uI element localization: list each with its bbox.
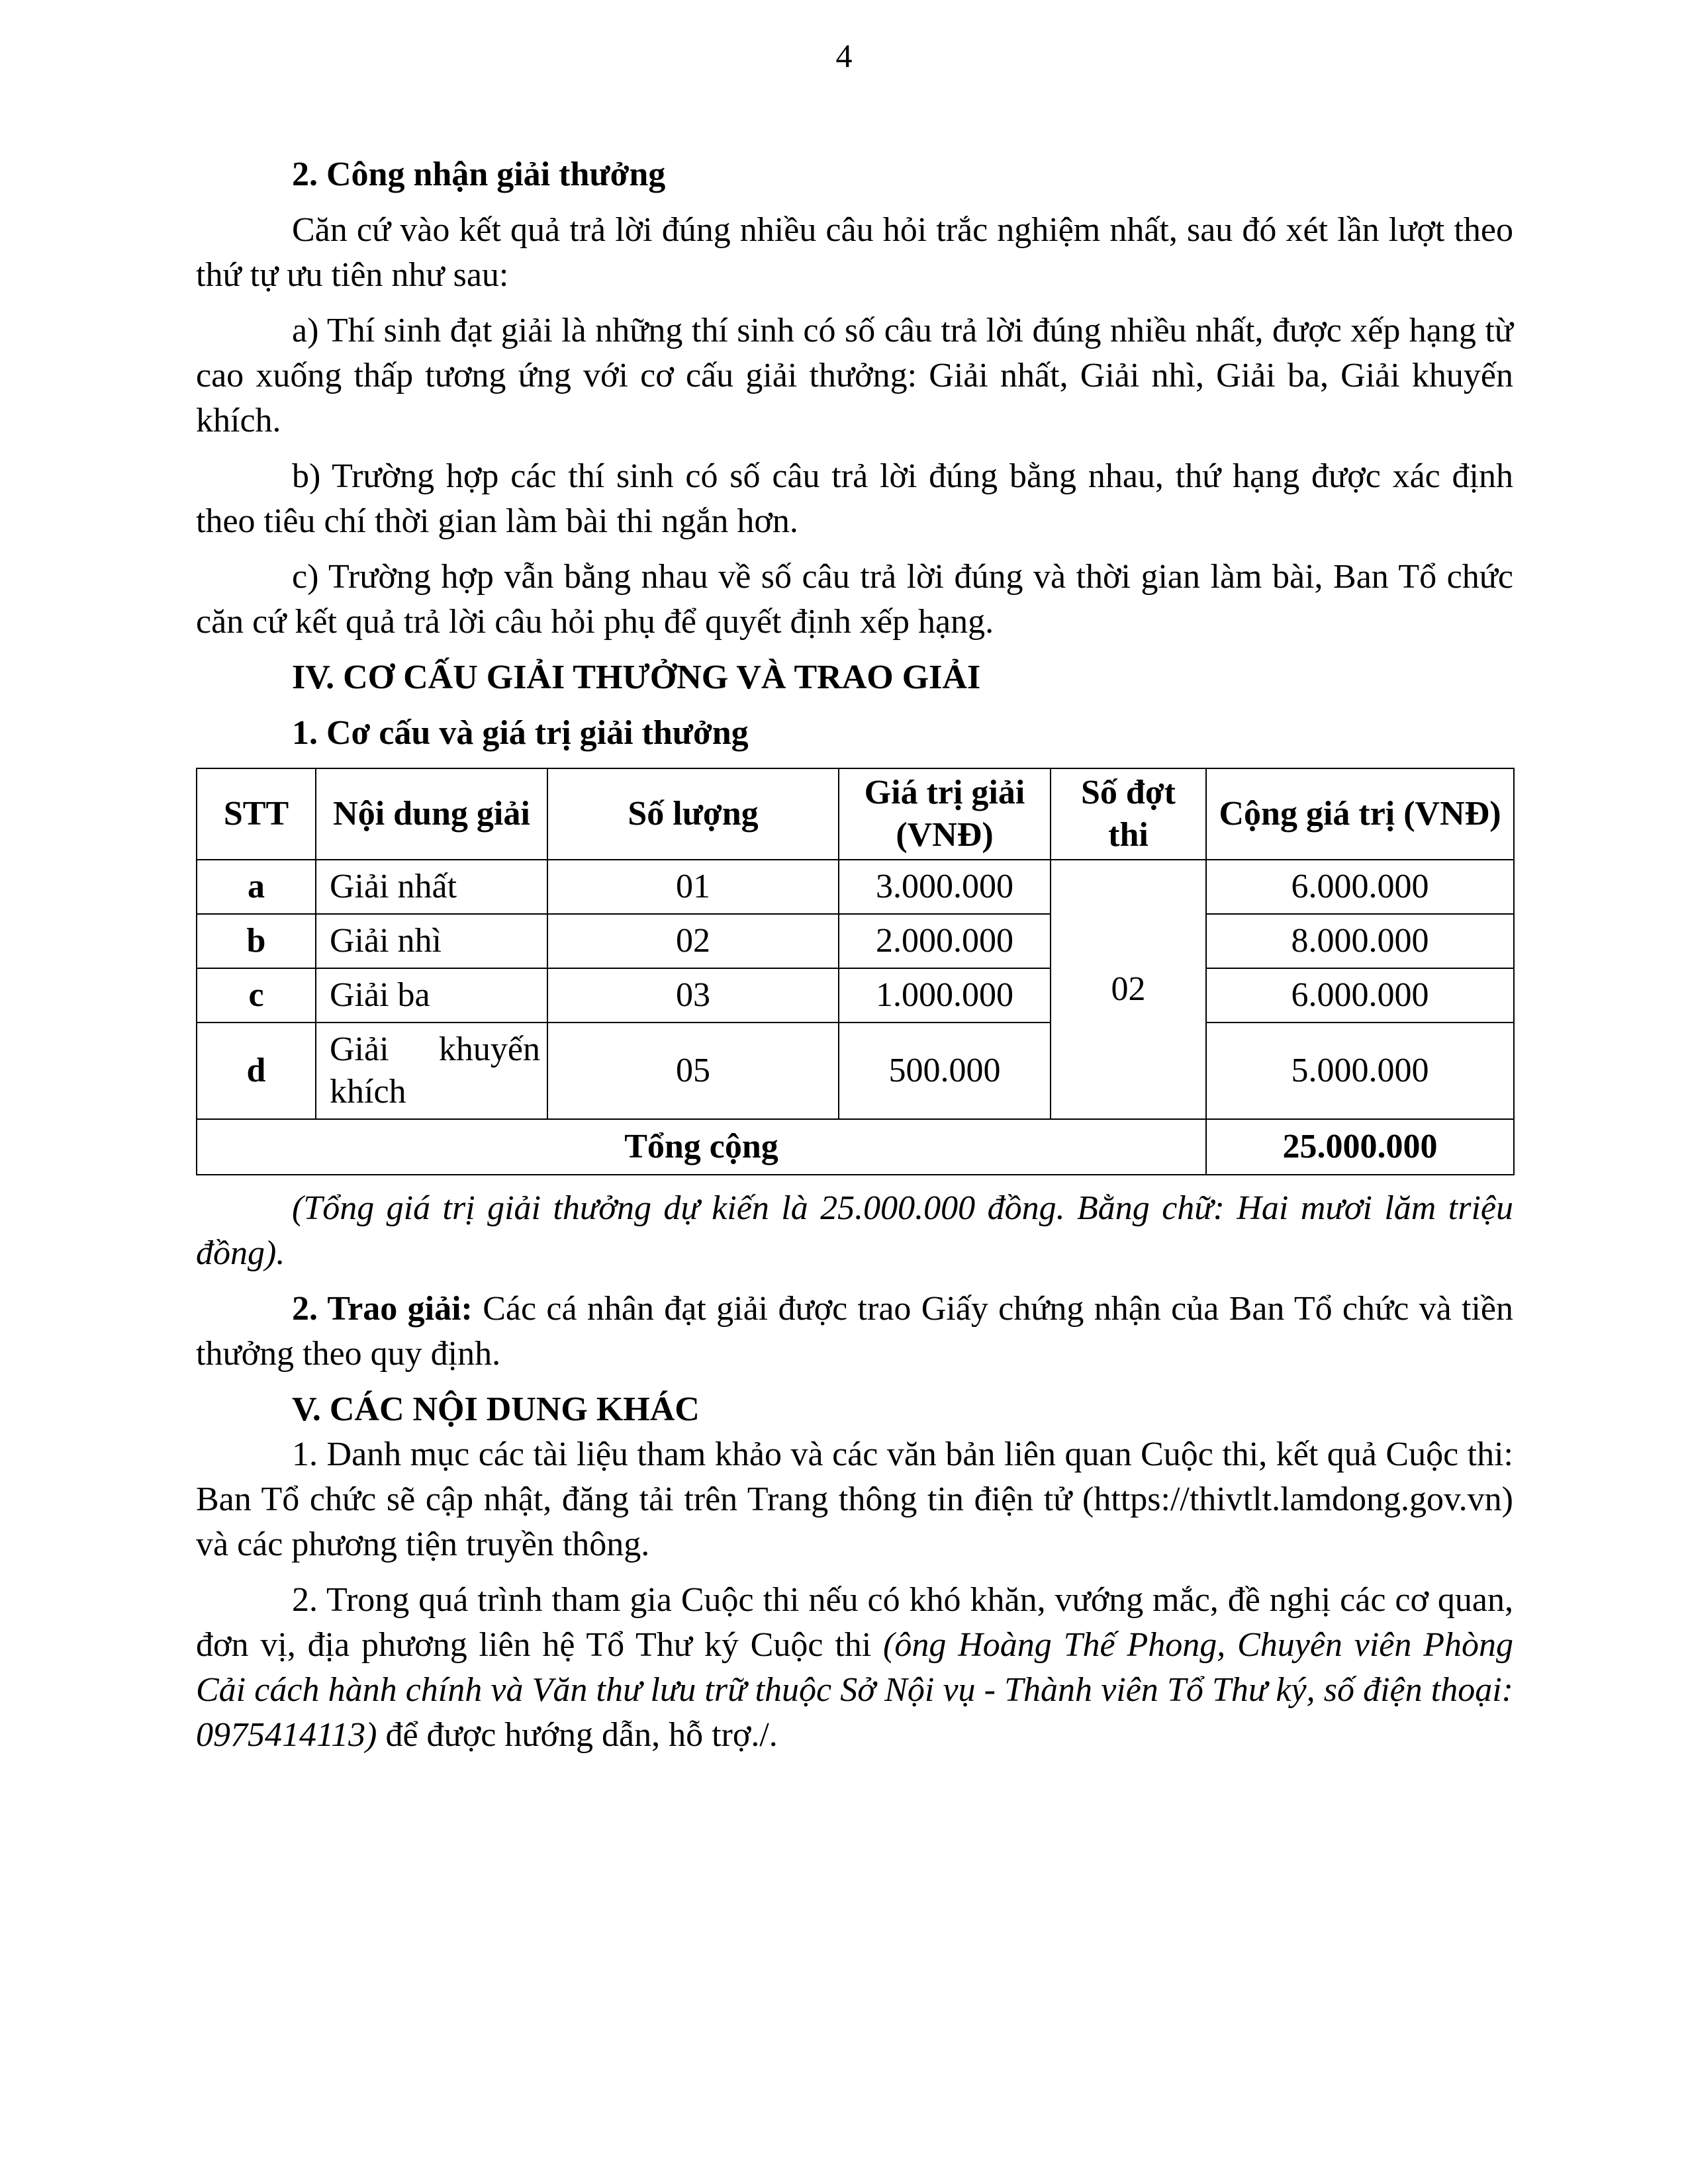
cell-stt: d [197, 1023, 316, 1119]
header-stt: STT [197, 768, 316, 860]
section-2-item-c: c) Trường hợp vẫn bằng nhau về số câu trả lời đúng và thời gian làm bài, Ban Tổ chức căn cứ kết quả trả lời câu hỏi phụ để quyết định xếp hạng. [196, 558, 1513, 641]
table-row [197, 860, 1514, 914]
cell-total: 8.000.000 [1206, 914, 1514, 968]
document-body [196, 152, 1513, 1758]
header-value: Giá trị giải (VNĐ) [839, 768, 1051, 860]
section-2-item-a: a) Thí sinh đạt giải là những thí sinh có số câu trả lời đúng nhiều nhất, được xếp hạng từ cao xuống thấp tương ứng với cơ cấu giải thưởng: Giải nhất, Giải nhì, Giải ba, Giải khuyến khích. [196, 312, 1513, 439]
page-number: 4 [835, 37, 853, 74]
section-2-heading: 2. Công nhận giải thưởng [292, 156, 666, 193]
cell-value: 2.000.000 [839, 914, 1051, 968]
table-row [197, 914, 1514, 968]
section-2-item-b: b) Trường hợp các thí sinh có số câu trả lời đúng bằng nhau, thứ hạng được xác định theo tiêu chí thời gian làm bài thi ngắn hơn. [196, 457, 1513, 540]
section-4-heading: IV. CƠ CẤU GIẢI THƯỞNG VÀ TRAO GIẢI [292, 659, 981, 696]
cell-value: 500.000 [839, 1023, 1051, 1119]
header-quantity: Số lượng [547, 768, 839, 860]
table-row [197, 968, 1514, 1023]
item-2-contact: (ông Hoàng Thế Phong, Chuyên viên Phòng Cải cách hành chính và Văn thư lưu trữ thuộc Sở Nội vụ - Thành viên Tổ Thư ký, số điện thoại: 0975414113) [196, 1626, 1513, 1754]
cell-quantity: 02 [547, 914, 839, 968]
cell-quantity: 01 [547, 860, 839, 914]
prize-table [196, 768, 1515, 1175]
cell-value: 3.000.000 [839, 860, 1051, 914]
table-row [197, 1023, 1514, 1119]
cell-stt: b [197, 914, 316, 968]
cell-quantity: 05 [547, 1023, 839, 1119]
cell-quantity: 03 [547, 968, 839, 1023]
item-2-start: 2. Trong quá trình tham gia Cuộc thi nếu có khó khăn, vướng mắc, đề nghị các cơ quan, đơn vị, địa phương liên hệ Tổ Thư ký Cuộc thi [196, 1581, 1513, 1664]
cell-sum-label: Tổng cộng [197, 1119, 1206, 1175]
cell-content: Giải nhì [316, 914, 547, 968]
table-total-row [197, 1119, 1514, 1175]
cell-value: 1.000.000 [839, 968, 1051, 1023]
cell-sum-value: 25.000.000 [1206, 1119, 1514, 1175]
section-2-intro: Căn cứ vào kết quả trả lời đúng nhiều câu hỏi trắc nghiệm nhất, sau đó xét lần lượt theo thứ tự ưu tiên như sau: [196, 211, 1513, 294]
section-5-item-1: 1. Danh mục các tài liệu tham khảo và các văn bản liên quan Cuộc thi, kết quả Cuộc thi: Ban Tổ chức sẽ cập nhật, đăng tải trên Trang thông tin điện tử (https://thivtlt.lamdong.gov.vn) và các phương tiện truyền thông. [196, 1435, 1513, 1563]
header-content: Nội dung giải [316, 768, 547, 860]
cell-content: Giải nhất [316, 860, 547, 914]
section-5-item-2 [196, 1578, 1513, 1758]
section-5-heading: V. CÁC NỘI DUNG KHÁC [292, 1390, 700, 1428]
award-label: 2. Trao giải: [292, 1290, 473, 1328]
cell-content: Giải khuyến khích [316, 1023, 547, 1119]
item-2-end: để được hướng dẫn, hỗ trợ./. [377, 1716, 778, 1754]
header-rounds: Số đợt thi [1051, 768, 1206, 860]
cell-total: 6.000.000 [1206, 860, 1514, 914]
award-text: Các cá nhân đạt giải được trao Giấy chứng nhận của Ban Tổ chức và tiền thưởng theo quy định. [196, 1290, 1513, 1373]
cell-total: 5.000.000 [1206, 1023, 1514, 1119]
cell-total: 6.000.000 [1206, 968, 1514, 1023]
table-header-row [197, 768, 1514, 860]
cell-stt: c [197, 968, 316, 1023]
section-4-subheading: 1. Cơ cấu và giá trị giải thưởng [292, 714, 749, 752]
header-total: Cộng giá trị (VNĐ) [1206, 768, 1514, 860]
award-paragraph [196, 1287, 1513, 1377]
cell-stt: a [197, 860, 316, 914]
cell-rounds: 02 [1051, 860, 1206, 1119]
prize-note: (Tổng giá trị giải thưởng dự kiến là 25.000.000 đồng. Bằng chữ: Hai mươi lăm triệu đồng). [196, 1189, 1513, 1272]
cell-content: Giải ba [316, 968, 547, 1023]
